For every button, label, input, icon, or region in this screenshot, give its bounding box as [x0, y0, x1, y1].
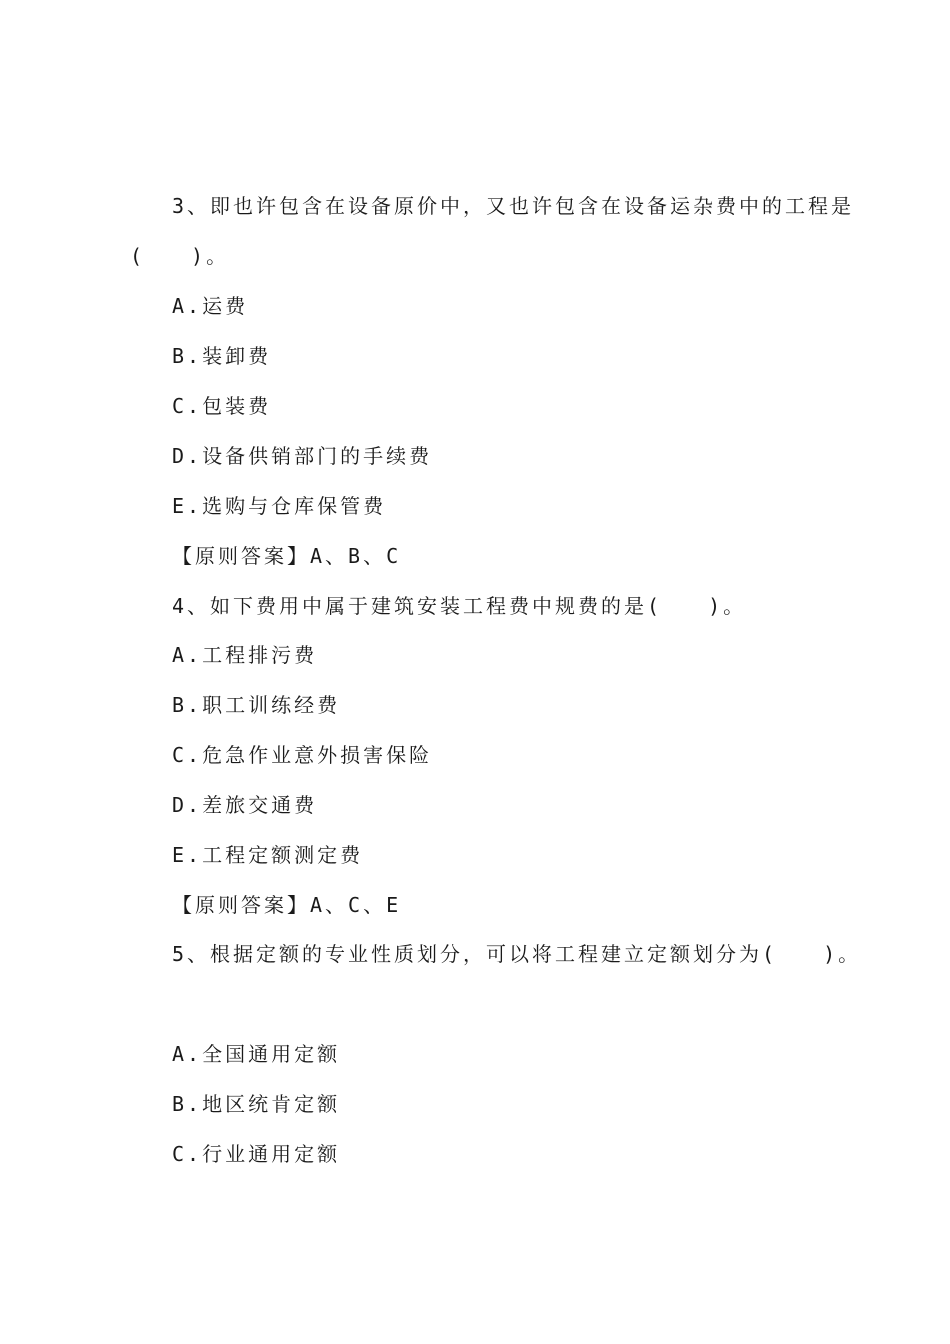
- question-5-option-a: A.全国通用定额: [172, 1042, 341, 1066]
- question-4-option-c: C.危急作业意外损害保险: [172, 743, 433, 767]
- question-3-option-a: A.运费: [172, 294, 249, 318]
- question-5-stem: 5、根据定额的专业性质划分，可以将工程建立定额划分为( )。: [172, 942, 862, 966]
- question-4-stem: 4、如下费用中属于建筑安装工程费中规费的是( )。: [172, 594, 747, 618]
- question-3-option-d: D.设备供销部门的手续费: [172, 444, 433, 468]
- question-4-option-e: E.工程定额测定费: [172, 843, 364, 867]
- question-4-answer: 【原则答案】A、C、E: [172, 893, 402, 917]
- question-4-option-b: B.职工训练经费: [172, 693, 341, 717]
- question-3-stem-line2: ( )。: [130, 244, 230, 268]
- question-3-option-b: B.装卸费: [172, 344, 272, 368]
- question-3-option-e: E.选购与仓库保管费: [172, 494, 387, 518]
- question-5-option-b: B.地区统肯定额: [172, 1092, 341, 1116]
- question-4-option-d: D.差旅交通费: [172, 793, 318, 817]
- question-4-option-a: A.工程排污费: [172, 643, 318, 667]
- question-5-option-c: C.行业通用定额: [172, 1142, 341, 1166]
- question-3-answer: 【原则答案】A、B、C: [172, 544, 402, 568]
- question-3-option-c: C.包装费: [172, 394, 272, 418]
- question-3-stem-line1: 3、即也许包含在设备原价中，又也许包含在设备运杂费中的工程是: [172, 194, 855, 218]
